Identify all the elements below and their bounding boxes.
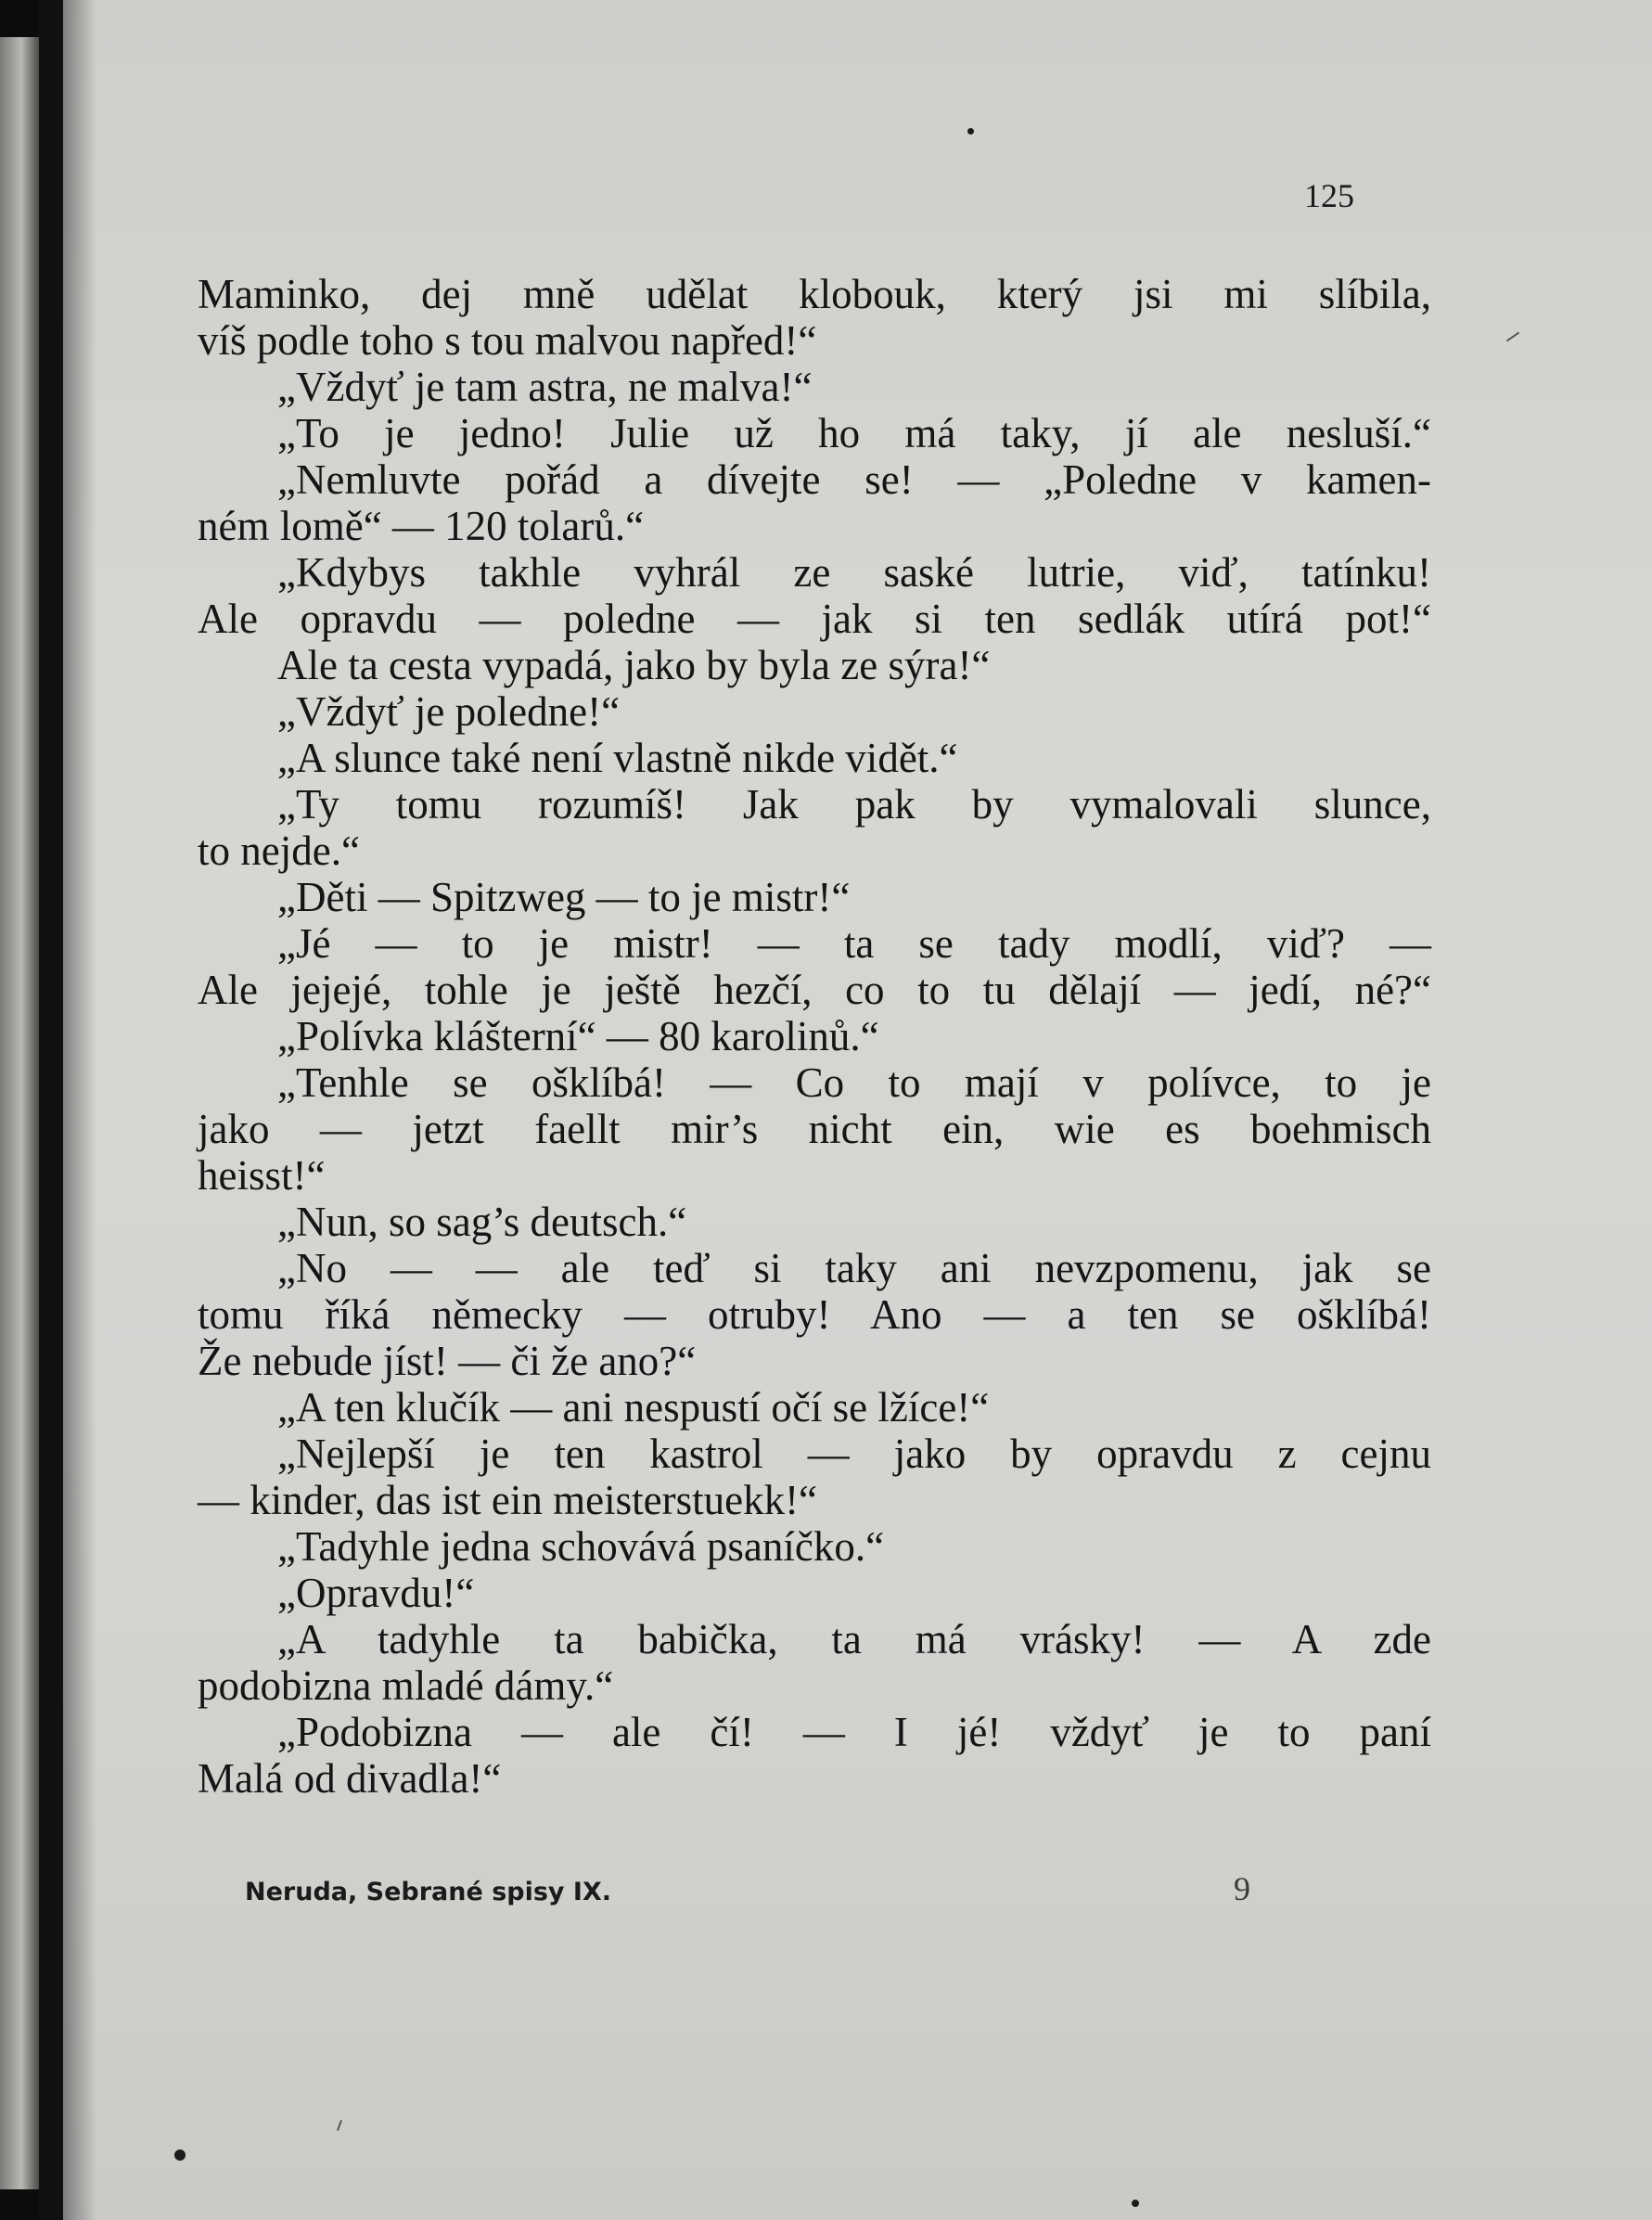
text-line: „Podobizna — ale čí! — I jé! vždyť je to paní [277,1709,1431,1755]
speck-top [967,128,974,135]
text-line: Že nebude jíst! — či že ano?“ [198,1338,697,1384]
text-line: „Děti — Spitzweg — to je mistr!“ [277,874,851,920]
speck-bottom-right [1132,2200,1139,2207]
text-line: „Tadyhle jedna schovává psaníčko.“ [277,1523,885,1570]
page-number: 125 [1304,177,1354,214]
text-line: tomu říká německy — otruby! Ano — a ten se ošklíbá! [198,1291,1431,1338]
adjacent-page-edge [0,37,39,2189]
text-line: „Jé — to je mistr! — ta se tady modlí, viď? — [277,920,1431,967]
text-line: Maminko, dej mně udělat klobouk, který jsi mi slíbila, [198,271,1431,317]
text-line: Malá od divadla!“ [198,1755,502,1802]
text-line: heisst!“ [198,1152,326,1199]
text-line: „A slunce také není vlastně nikde vidět.“ [277,735,958,781]
footer-signature: Neruda, Sebrané spisy IX. [245,1878,612,1906]
text-line: „No — — ale teď si taky ani nevzpomenu, jak se [277,1245,1431,1291]
text-line: „Vždyť je tam astra, ne malva!“ [277,364,813,410]
speck-margin [1506,332,1519,342]
text-line: „A ten klučík — ani nespustí očí se lžíce!“ [277,1384,990,1431]
text-line: „Opravdu!“ [277,1570,475,1616]
page-gutter [39,0,63,2220]
text-line: „Tenhle se ošklíbá! — Co to mají v polívce, to je [277,1059,1431,1106]
text-line: „Nemluvte pořád a dívejte se! — „Poledne v kamen- [277,456,1431,503]
text-line: Ale ta cesta vypadá, jako by byla ze sýra!“ [277,642,991,688]
text-line: „A tadyhle ta babička, ta má vrásky! — A zde [277,1616,1431,1662]
speck-bottom [337,2120,342,2131]
text-line: Ale jejejé, tohle je ještě hezčí, co to tu dělají — jedí, né?“ [198,967,1431,1013]
binding-shadow [63,0,96,2220]
speck-bottom-left [174,2149,186,2161]
scanned-page [63,0,1652,2220]
text-line: jako — jetzt faellt mir’s nicht ein, wie es boehmisch [198,1106,1431,1152]
text-line: „To je jedno! Julie už ho má taky, jí ale nesluší.“ [277,410,1431,456]
text-line: ném lomě“ — 120 tolarů.“ [198,503,645,549]
text-line: — kinder, das ist ein meisterstuekk!“ [198,1477,818,1523]
footer-sheet-number: 9 [1234,1870,1250,1907]
text-line: „Nun, so sag’s deutsch.“ [277,1199,687,1245]
text-line: „Nejlepší je ten kastrol — jako by opravdu z cejnu [277,1431,1431,1477]
text-line: „Kdybys takhle vyhrál ze saské lutrie, viď, tatínku! [277,549,1431,596]
text-line: „Ty tomu rozumíš! Jak pak by vymalovali slunce, [277,781,1431,828]
body-text [198,271,1431,1802]
text-line: „Vždyť je poledne!“ [277,688,621,735]
text-line: podobizna mladé dámy.“ [198,1662,614,1709]
text-line: víš podle toho s tou malvou napřed!“ [198,317,817,364]
text-line: to nejde.“ [198,828,360,874]
text-line: Ale opravdu — poledne — jak si ten sedlák utírá pot!“ [198,596,1431,642]
text-line: „Polívka klášterní“ — 80 karolinů.“ [277,1013,879,1059]
